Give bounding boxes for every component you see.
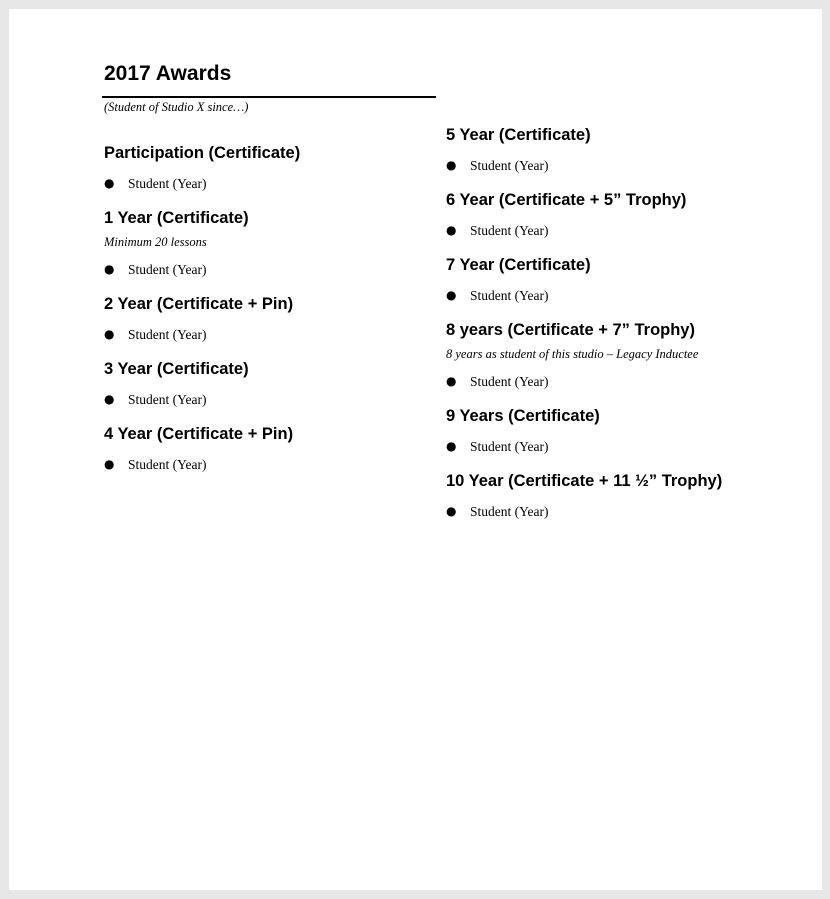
student-entry: Student (Year) <box>128 392 207 407</box>
bullet-icon: ● <box>446 158 457 172</box>
student-entry: Student (Year) <box>470 439 549 454</box>
list-item <box>446 502 816 521</box>
award-note: Minimum 20 lessons <box>104 235 207 249</box>
list-item <box>104 260 424 279</box>
bullet-icon: ● <box>104 327 115 341</box>
award-section <box>446 124 816 175</box>
award-section <box>104 293 424 344</box>
document-page <box>9 9 822 890</box>
bullet-icon: ● <box>446 504 457 518</box>
award-section <box>446 189 816 240</box>
award-heading: 8 years (Certificate + 7” Trophy) <box>446 321 695 339</box>
bullet-icon: ● <box>104 176 115 190</box>
student-entry: Student (Year) <box>128 457 207 472</box>
award-heading: 5 Year (Certificate) <box>446 126 591 144</box>
student-list <box>446 437 816 456</box>
list-item <box>104 390 424 409</box>
left-column <box>104 142 424 488</box>
document-title: 2017 Awards <box>104 62 232 85</box>
bullet-icon: ● <box>446 223 457 237</box>
bullet-icon: ● <box>446 439 457 453</box>
award-section <box>446 405 816 456</box>
list-item <box>446 437 816 456</box>
bullet-icon: ● <box>104 262 115 276</box>
list-item <box>104 325 424 344</box>
student-list <box>446 502 816 521</box>
student-list <box>104 455 424 474</box>
list-item <box>446 286 816 305</box>
award-section <box>104 423 424 474</box>
award-heading: 10 Year (Certificate + 11 ½” Trophy) <box>446 472 723 490</box>
list-item <box>446 372 816 391</box>
award-note: 8 years as student of this studio – Legacy Inductee <box>446 347 699 361</box>
list-item <box>104 174 424 193</box>
list-item <box>104 455 424 474</box>
award-heading: 4 Year (Certificate + Pin) <box>104 425 294 443</box>
student-list <box>446 221 816 240</box>
student-entry: Student (Year) <box>128 262 207 277</box>
award-heading: 9 Years (Certificate) <box>446 407 600 425</box>
student-entry: Student (Year) <box>128 327 207 342</box>
bullet-icon: ● <box>104 392 115 406</box>
student-entry: Student (Year) <box>470 288 549 303</box>
student-entry: Student (Year) <box>470 223 549 238</box>
student-list <box>446 372 816 391</box>
student-list <box>104 390 424 409</box>
student-list <box>104 174 424 193</box>
award-section <box>104 358 424 409</box>
award-heading: 3 Year (Certificate) <box>104 360 249 378</box>
document-subtitle: (Student of Studio X since…) <box>104 100 249 114</box>
student-list <box>104 260 424 279</box>
award-section <box>446 319 816 391</box>
right-column <box>446 124 816 535</box>
list-item <box>446 156 816 175</box>
award-heading: 7 Year (Certificate) <box>446 256 591 274</box>
award-heading: 1 Year (Certificate) <box>104 209 249 227</box>
list-item <box>446 221 816 240</box>
award-section <box>446 254 816 305</box>
award-heading: Participation (Certificate) <box>104 144 301 162</box>
student-list <box>446 156 816 175</box>
award-heading: 6 Year (Certificate + 5” Trophy) <box>446 191 687 209</box>
student-list <box>446 286 816 305</box>
student-entry: Student (Year) <box>470 374 549 389</box>
bullet-icon: ● <box>104 457 115 471</box>
bullet-icon: ● <box>446 374 457 388</box>
award-section <box>446 470 816 521</box>
award-section <box>104 142 424 193</box>
student-entry: Student (Year) <box>470 504 549 519</box>
student-entry: Student (Year) <box>470 158 549 173</box>
title-underline <box>102 96 436 98</box>
student-entry: Student (Year) <box>128 176 207 191</box>
award-heading: 2 Year (Certificate + Pin) <box>104 295 294 313</box>
award-section <box>104 207 424 279</box>
student-list <box>104 325 424 344</box>
bullet-icon: ● <box>446 288 457 302</box>
